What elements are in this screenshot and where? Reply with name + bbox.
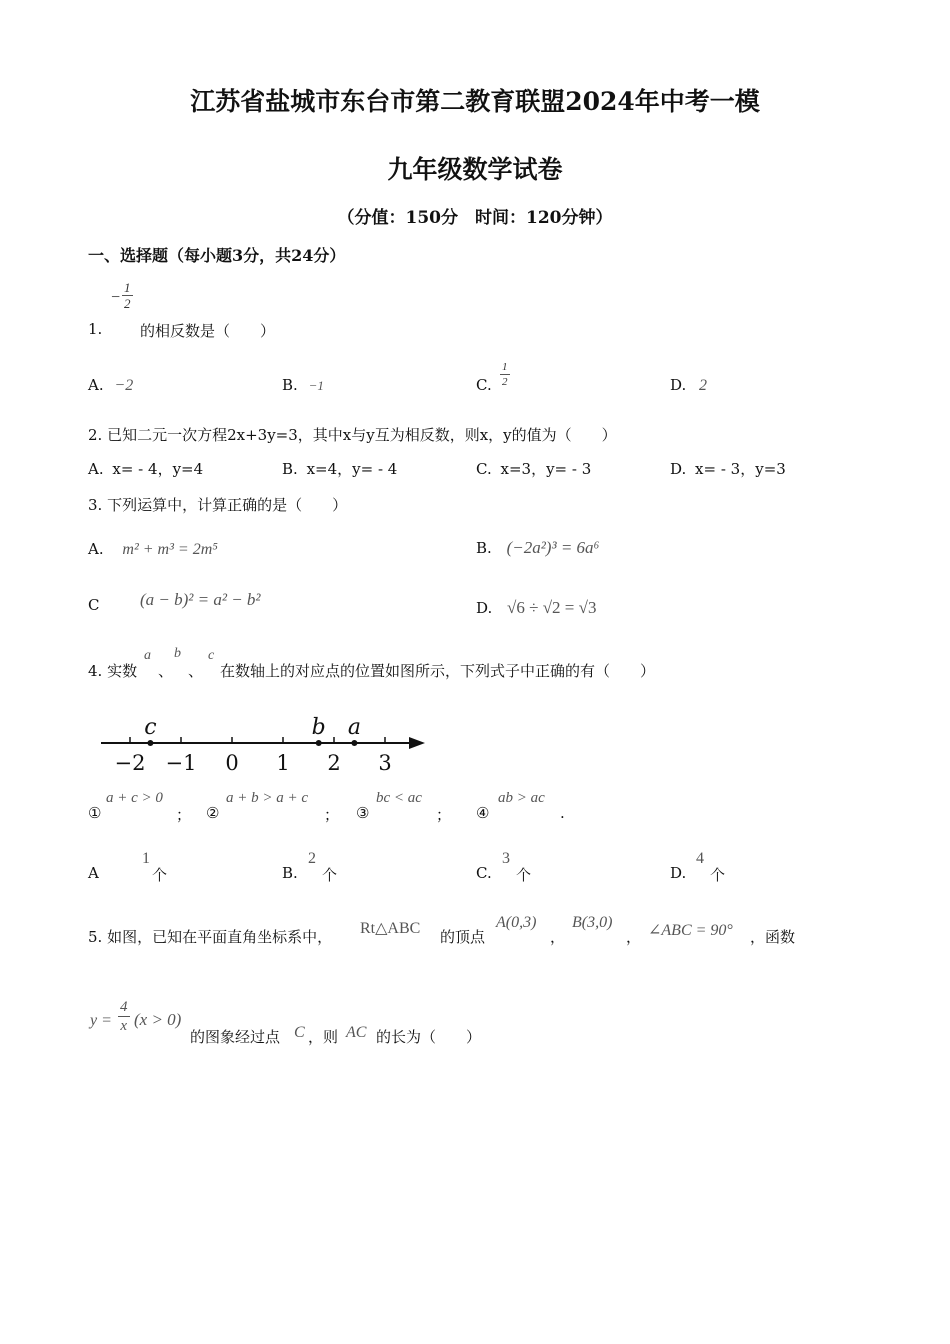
point-label-b: b — [311, 715, 326, 740]
q3-option-c[interactable]: C (a − b)² = a² − b² — [88, 590, 261, 614]
function-fraction: $\frac{4}{x}$ — [120, 999, 128, 1034]
q2-option-c[interactable]: C. x=3，y= - 3 — [476, 460, 592, 478]
q4-option-b[interactable]: B. 2 个 — [282, 850, 338, 884]
exam-info: （分值：150分 时间：120分钟） — [337, 208, 613, 228]
point-c — [147, 740, 153, 746]
q2-option-d[interactable]: D. x= - 3，y=3 — [670, 460, 786, 478]
point-label-c: c — [144, 715, 157, 740]
q3-option-d[interactable]: D. √6 ÷ √2 = √3 — [476, 598, 597, 617]
question-4: 4. 实数 a 、 b 、 c 在数轴上的对应点的位置如图所示，下列式子中正确的有（ ） — [88, 646, 656, 680]
tick-label: 2 — [327, 751, 341, 775]
question-3: 3. 下列运算中，计算正确的是（ ） — [88, 496, 348, 514]
q1-option-b[interactable]: B. −1 — [282, 376, 324, 394]
tick-label: 3 — [378, 751, 392, 775]
q2-option-b[interactable]: B. x=4，y= - 4 — [282, 460, 398, 478]
q4-option-c[interactable]: C. 3 个 — [476, 850, 532, 884]
q4-option-d[interactable]: D. 4 个 — [670, 850, 726, 884]
point-label-a: a — [347, 715, 361, 740]
point-a — [351, 740, 357, 746]
question-5: 5. 如图，已知在平面直角坐标系中， Rt△ABC 的顶点 A(0,3) ， B(3,0) ， ∠ABC = 90° ，函数 — [88, 914, 796, 946]
q3-option-a[interactable]: A. m² + m³ = 2m⁵ — [88, 540, 218, 558]
q4-option-a[interactable]: A 1 个 — [88, 850, 168, 884]
statement-1: ① — [88, 804, 102, 822]
section-heading: 一、选择题（每小题3分，共24分） — [88, 246, 346, 265]
tick-label: 0 — [225, 751, 239, 775]
exam-title: 江苏省盐城市东台市第二教育联盟2024年中考一模 — [190, 87, 760, 116]
exam-subtitle: 九年级数学试卷 — [387, 155, 563, 184]
tick-label: −1 — [165, 751, 197, 775]
q3-option-b[interactable]: B. (−2a²)³ = 6a⁶ — [476, 538, 600, 557]
point-b — [316, 740, 322, 746]
q1-number: 1. — [88, 320, 103, 338]
q1-option-d[interactable]: D. 2 — [670, 376, 708, 394]
number-line — [95, 710, 435, 780]
axis-arrow — [409, 737, 425, 749]
q1-stem: 的相反数是（ ） — [140, 322, 276, 340]
q1-option-a[interactable]: A. −2 — [88, 376, 134, 394]
question-2: 2. 已知二元一次方程2x+3y=3，其中x与y互为相反数，则x，y的值为（ ） — [88, 426, 617, 444]
question-5-line2: y = $\frac{4}{x}$ (x > 0) 的图象经过点 C ，则 AC 的长为（ ） — [90, 999, 482, 1046]
q4-statements: ① a + c > 0 ； ② a + b > a + c ； ③ bc < ac ； ④ ab > ac . — [88, 790, 565, 824]
tick-label: −2 — [114, 751, 146, 775]
tick-label: 1 — [276, 751, 290, 775]
q2-option-a[interactable]: A. x= - 4，y=4 — [88, 460, 204, 478]
